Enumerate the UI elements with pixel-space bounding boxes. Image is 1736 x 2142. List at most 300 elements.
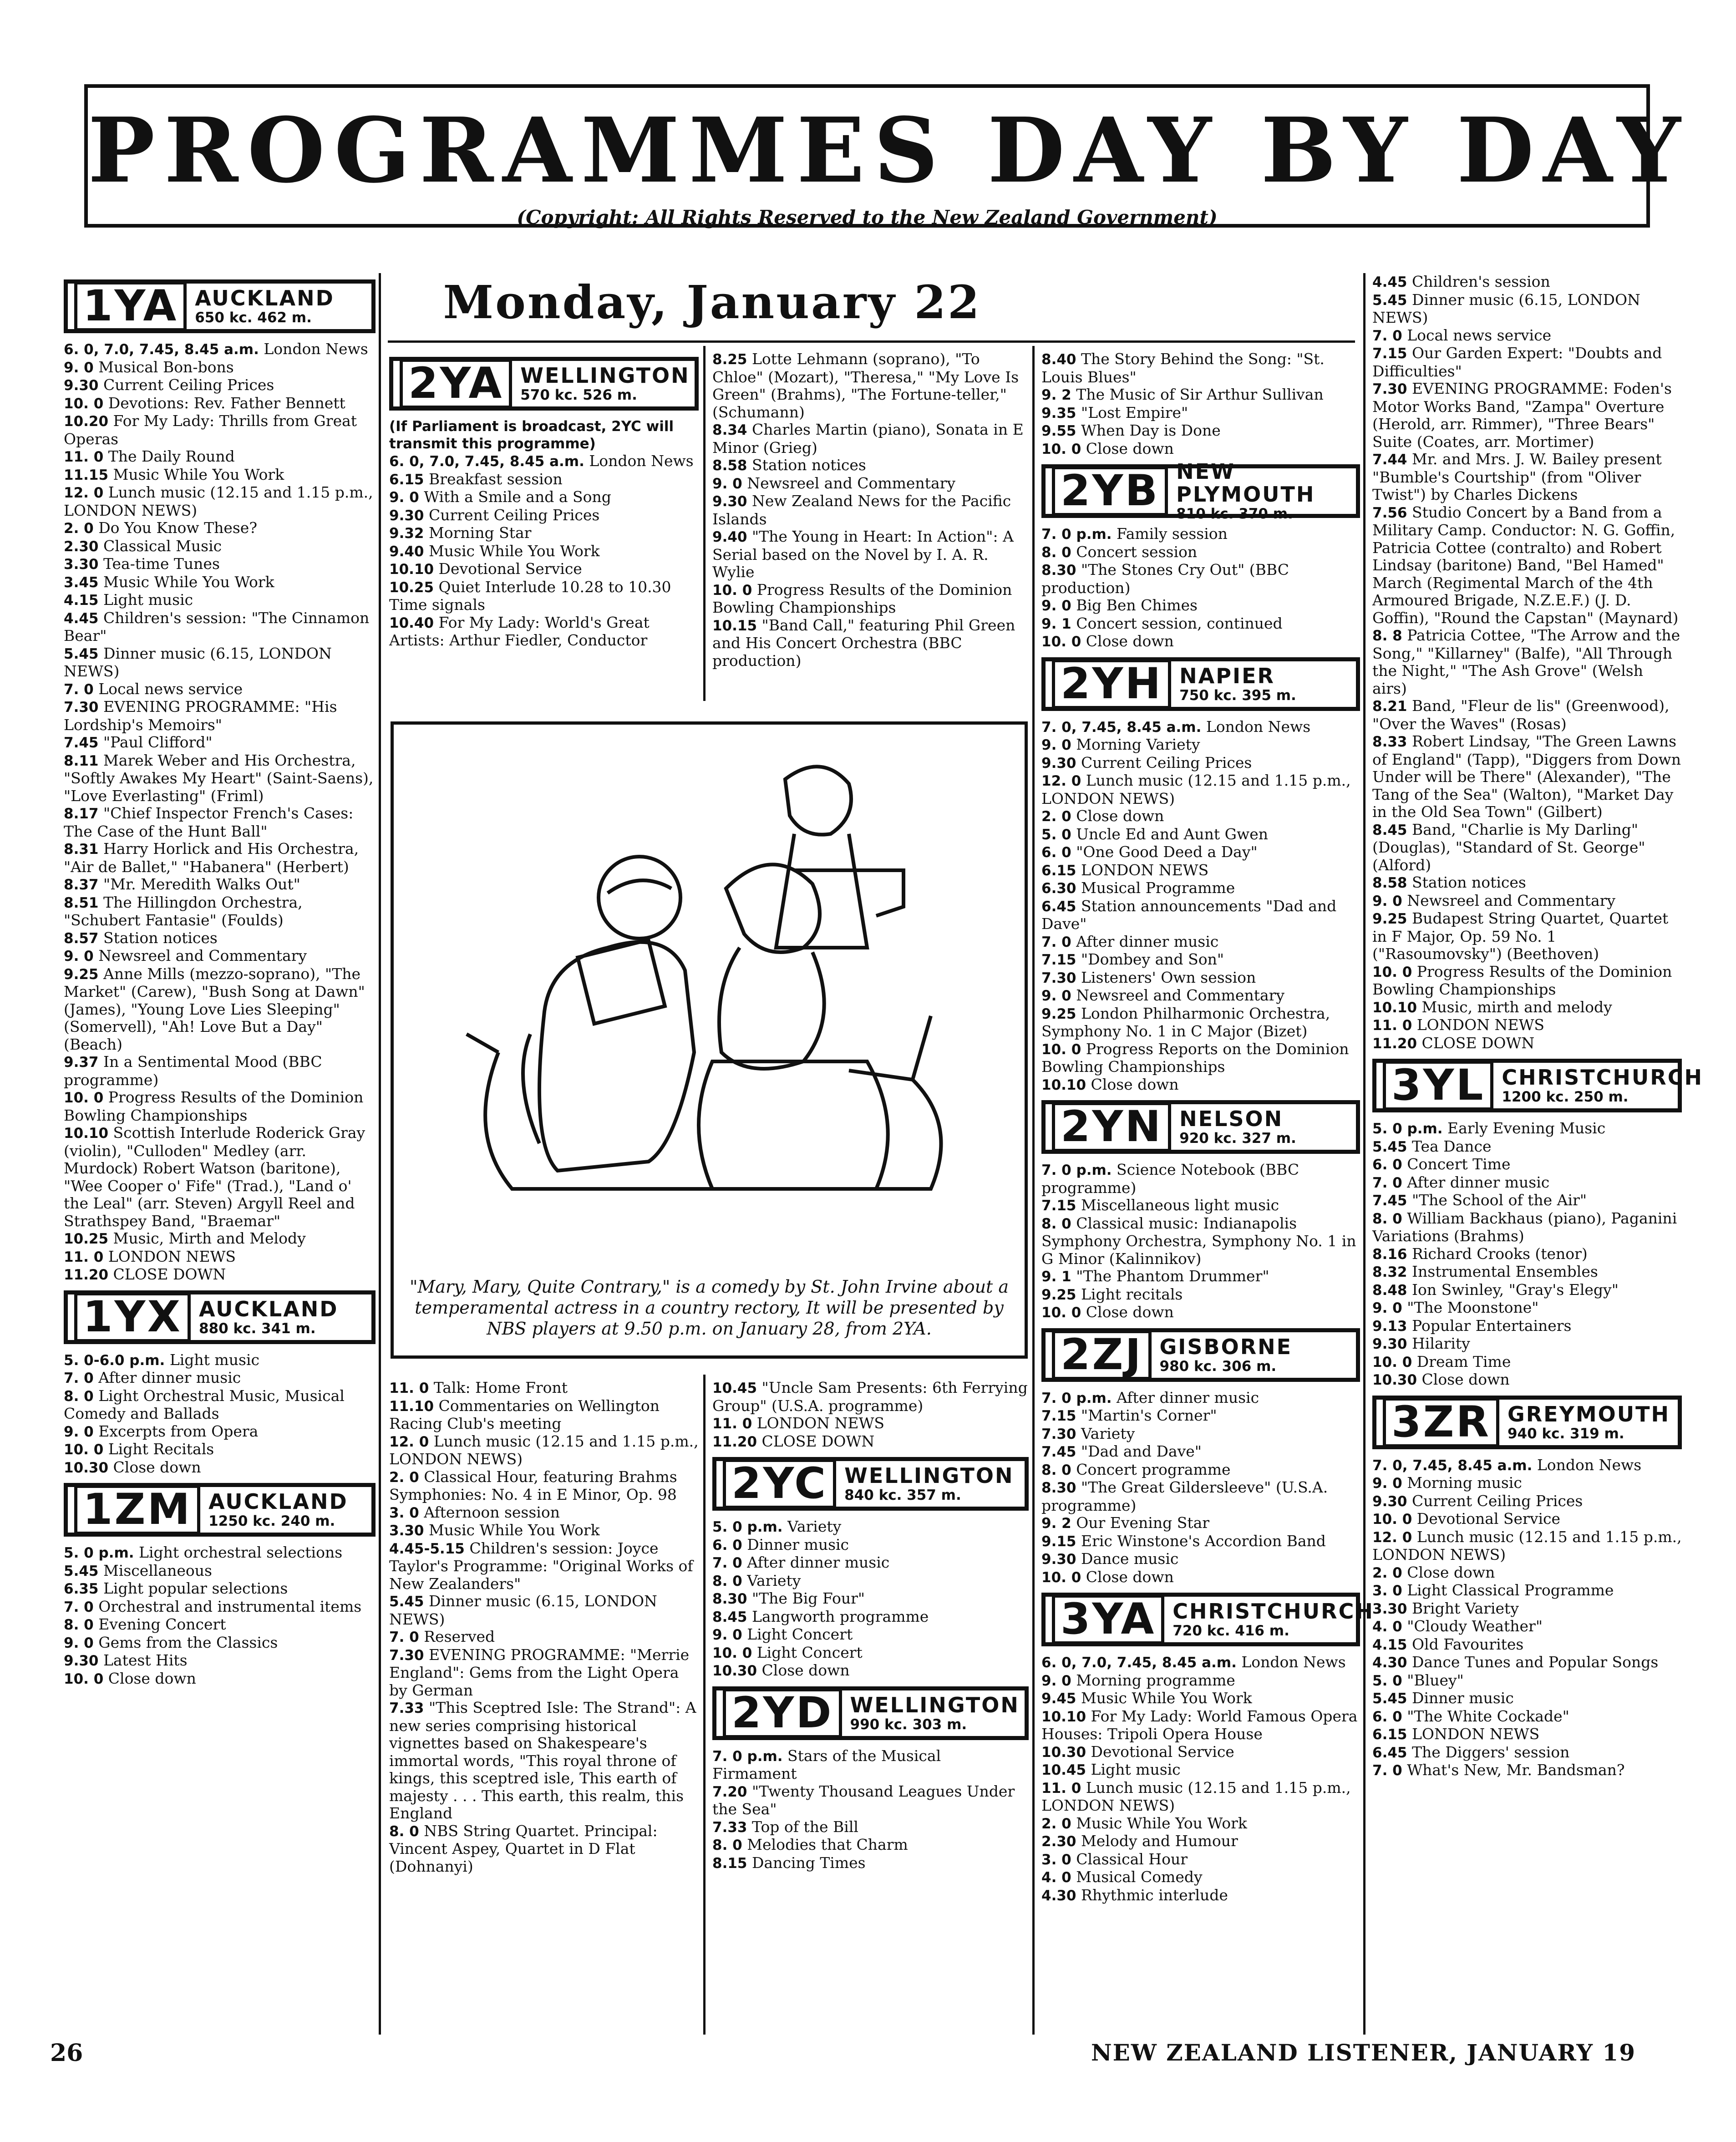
- program-entry: [1041, 1743, 1360, 1761]
- program-entry: [1372, 1317, 1682, 1335]
- program-entry: [1372, 697, 1682, 733]
- program-entry: [64, 1441, 376, 1459]
- program-title: In a Sentimental Mood (BBC programme): [64, 1053, 322, 1089]
- program-time: 6.15: [389, 471, 424, 488]
- illustration-box: [391, 721, 1028, 1359]
- program-time: 3.30: [389, 1523, 424, 1539]
- station-city: AUCKLAND: [208, 1489, 348, 1514]
- program-entry: [64, 965, 376, 1054]
- program-time: 9.13: [1372, 1318, 1407, 1335]
- program-entry: [64, 1053, 376, 1089]
- program-time: 6.15: [1372, 1726, 1407, 1743]
- program-time: 6. 0: [712, 1537, 742, 1553]
- program-time: 7.56: [1372, 504, 1407, 521]
- program-title: London News: [584, 452, 694, 470]
- program-entry: [1372, 892, 1682, 910]
- program-title: Devotional Service: [434, 560, 582, 578]
- station-call-sign: 2ZJ: [1052, 1330, 1152, 1380]
- program-title: Newsreel and Commentary: [1071, 986, 1285, 1004]
- program-entry: [389, 579, 699, 614]
- program-title: Newsreel and Commentary: [93, 947, 307, 964]
- program-time: 10. 0: [64, 1442, 104, 1458]
- program-time: 10. 0: [64, 395, 104, 412]
- program-title: Gems from the Classics: [93, 1633, 278, 1651]
- program-entry: [1041, 1851, 1360, 1869]
- program-title: Band, "Charlie is My Darling" (Douglas), "Standard of St. George" (Alford): [1372, 820, 1645, 874]
- program-time: 10. 0: [1041, 1041, 1081, 1058]
- program-title: The Diggers' session: [1407, 1743, 1570, 1761]
- program-title: "The Big Four": [747, 1589, 865, 1607]
- station-city: GREYMOUTH: [1507, 1401, 1670, 1426]
- program-time: 8.58: [1372, 875, 1407, 891]
- station-frequency: 880 kc. 341 m.: [198, 1320, 316, 1337]
- program-title: For My Lady: World Famous Opera Houses: Tripoli Opera House: [1041, 1707, 1358, 1743]
- station-city: CHRISTCHURCH: [1502, 1065, 1703, 1090]
- program-title: Lunch music (12.15 and 1.15 p.m., LONDON NEWS): [1041, 772, 1351, 807]
- program-title: Newsreel and Commentary: [1402, 891, 1616, 909]
- program-time: 8. 0: [712, 1573, 742, 1589]
- program-entry: [1041, 772, 1360, 807]
- program-title: Rhythmic interlude: [1076, 1886, 1228, 1904]
- program-entry: [712, 1536, 1029, 1554]
- program-entry: [64, 894, 376, 929]
- program-time: 7.30: [1372, 381, 1407, 397]
- station-header-2yh: [1041, 657, 1360, 711]
- program-title: Music, Mirth and Melody: [108, 1229, 306, 1247]
- program-time: 6. 0: [1372, 1708, 1402, 1725]
- program-entry: [64, 805, 376, 840]
- program-entry: [1041, 525, 1360, 543]
- program-title: Close down: [1081, 1568, 1174, 1586]
- program-time: 4.30: [1372, 1655, 1407, 1671]
- program-entry: [1372, 1035, 1682, 1053]
- program-time: 10.40: [389, 614, 434, 631]
- program-time: 9.15: [1041, 1533, 1076, 1550]
- program-time: 9.30: [389, 507, 424, 524]
- program-title: Scottish Interlude Roderick Gray (violin), "Culloden" Medley (arr. Murdock) Robert Watson (baritone), "Wee Cooper o' Fife" (Trad.), "Land o' the Leal" (arr. Steven) Argyll Reel and Strathspey Band, "Braemar": [64, 1124, 365, 1230]
- program-time: 7.20: [712, 1783, 747, 1800]
- station-city: AUCKLAND: [195, 286, 335, 310]
- program-time: 9. 0: [64, 948, 94, 964]
- program-entry: [1372, 1672, 1682, 1690]
- program-title: "The Great Gildersleeve" (U.S.A. programme): [1041, 1478, 1328, 1514]
- program-entry: [389, 524, 699, 543]
- program-entry: [1372, 1299, 1682, 1317]
- program-title: Light music: [98, 591, 193, 609]
- program-title: Close down: [1417, 1370, 1510, 1388]
- program-entry: [1372, 1726, 1682, 1744]
- program-entry: [64, 591, 376, 609]
- program-entry: [1372, 1708, 1682, 1726]
- program-entry: [64, 466, 376, 484]
- program-time: 9. 0: [1041, 988, 1071, 1004]
- program-entry: [389, 614, 699, 650]
- program-entry: [712, 350, 1029, 421]
- program-title: Light music: [165, 1350, 259, 1369]
- program-title: Close down: [757, 1661, 850, 1679]
- program-entry: [1041, 1041, 1360, 1076]
- program-time: 7.15: [1041, 1198, 1076, 1214]
- program-time: 5. 0: [1372, 1672, 1402, 1689]
- program-time: 10. 0: [712, 1645, 752, 1661]
- program-title: "Lost Empire": [1076, 403, 1188, 421]
- program-entry: [64, 1230, 376, 1248]
- program-title: Lunch music (12.15 and 1.15 p.m., LONDON NEWS): [389, 1432, 699, 1468]
- program-entry: [1372, 1016, 1682, 1035]
- program-list: [712, 1747, 1029, 1873]
- program-entry: [1372, 627, 1682, 697]
- program-time: 9. 0: [64, 1634, 94, 1651]
- program-title: "Chief Inspector French's Cases: The Case of the Hunt Ball": [64, 804, 354, 840]
- program-title: "Uncle Sam Presents: 6th Ferrying Group" (U.S.A. programme): [712, 1379, 1028, 1415]
- program-title: Concert programme: [1071, 1460, 1231, 1478]
- station-city: WELLINGTON: [850, 1692, 1020, 1717]
- program-title: Devotional Service: [1412, 1510, 1561, 1528]
- page-title: PROGRAMMES DAY BY DAY: [88, 98, 1690, 203]
- program-title: Music While You Work: [1076, 1689, 1252, 1707]
- program-entry: [1041, 1779, 1360, 1815]
- program-time: 8.57: [64, 930, 99, 947]
- program-entry: [1372, 273, 1682, 291]
- program-title: "The Phantom Drummer": [1071, 1267, 1269, 1285]
- program-time: 10. 0: [1372, 1354, 1412, 1370]
- station-frequency: 650 kc. 462 m.: [195, 310, 312, 326]
- program-title: Classical Hour, featuring Brahms Symphonies: No. 4 in E Minor, Op. 98: [389, 1467, 677, 1503]
- program-list: [1372, 1457, 1682, 1780]
- program-time: 6. 0: [1041, 844, 1071, 861]
- station-call-sign: 2YB: [1052, 466, 1168, 516]
- program-title: Commentaries on Wellington Racing Club's meeting: [389, 1396, 660, 1432]
- program-entry: [64, 340, 376, 359]
- program-entry: [712, 1818, 1029, 1837]
- program-time: 10.30: [64, 1459, 109, 1476]
- program-entry: [1372, 910, 1682, 963]
- program-title: What's New, Mr. Bandsman?: [1402, 1761, 1625, 1779]
- program-title: Close down: [108, 1458, 201, 1476]
- program-time: 9.30: [64, 377, 99, 394]
- program-time: 10.10: [64, 1125, 109, 1142]
- program-time: 12. 0: [1041, 773, 1081, 789]
- program-title: Progress Results of the Dominion Bowling Championships: [1372, 962, 1672, 998]
- program-entry: [64, 359, 376, 377]
- program-time: 7.45: [1372, 1193, 1407, 1209]
- program-time: 2. 0: [389, 1469, 419, 1486]
- column-rule: [379, 273, 381, 2035]
- program-time: 6.15: [1041, 862, 1076, 879]
- station-header-3ya: [1041, 1593, 1374, 1646]
- program-entry: [389, 1397, 699, 1433]
- program-title: Evening Concert: [93, 1615, 226, 1633]
- station-frequency: 1250 kc. 240 m.: [208, 1513, 335, 1529]
- station-frequency: 720 kc. 416 m.: [1173, 1623, 1289, 1639]
- program-title: Close down: [1081, 632, 1174, 650]
- program-time: 8.45: [1372, 822, 1407, 838]
- program-time: 10.30: [1041, 1744, 1086, 1761]
- program-time: 9. 0: [64, 359, 94, 376]
- station-frequency: 920 kc. 327 m.: [1179, 1130, 1296, 1147]
- program-time: 11. 0: [389, 1380, 429, 1396]
- program-entry: [64, 1459, 376, 1477]
- column-2-top: [389, 350, 699, 706]
- program-time: 8.30: [712, 1591, 747, 1607]
- station-call-sign: 2YH: [1052, 659, 1171, 709]
- program-entry: [712, 1518, 1029, 1536]
- program-entry: [1041, 969, 1360, 987]
- program-title: Lunch music (12.15 and 1.15 p.m., LONDON NEWS): [64, 483, 373, 519]
- program-title: "The Stones Cry Out" (BBC production): [1041, 561, 1289, 597]
- program-title: Music While You Work: [424, 542, 600, 560]
- station-city: AUCKLAND: [198, 1296, 339, 1321]
- program-time: 3. 0: [1372, 1583, 1402, 1599]
- program-entry: [1372, 1618, 1682, 1636]
- program-time: 7. 0 p.m.: [712, 1748, 783, 1765]
- program-time: 9.35: [1041, 405, 1076, 421]
- program-title: Band, "Fleur de lis" (Greenwood), "Over the Waves" (Rosas): [1372, 697, 1670, 733]
- program-list: [389, 1379, 699, 1875]
- program-title: Miscellaneous light music: [1076, 1196, 1279, 1214]
- program-entry: [712, 1554, 1029, 1572]
- station-city: NAPIER: [1179, 663, 1275, 688]
- program-title: LONDON NEWS: [103, 1247, 236, 1265]
- program-time: 5.45: [64, 645, 99, 662]
- program-time: 7. 0: [1372, 1762, 1402, 1779]
- program-time: 3.45: [64, 574, 99, 591]
- program-time: 6. 0, 7.0, 7.45, 8.45 a.m.: [389, 453, 584, 470]
- program-entry: [389, 1593, 699, 1628]
- program-time: 3. 0: [389, 1504, 419, 1521]
- program-time: 5.45: [1372, 1138, 1407, 1155]
- day-rule: [388, 340, 1355, 343]
- program-entry: [1372, 1335, 1682, 1353]
- program-time: 7.30: [1041, 969, 1076, 986]
- program-entry: [64, 376, 376, 395]
- program-entry: [1041, 898, 1360, 933]
- program-time: 2.30: [64, 538, 99, 555]
- program-entry: [389, 1646, 699, 1700]
- program-entry: [1041, 440, 1360, 458]
- program-list: [64, 1544, 376, 1688]
- program-list: [64, 340, 376, 1284]
- program-time: 7. 0: [1372, 327, 1402, 344]
- program-title: Music While You Work: [424, 1521, 600, 1539]
- program-time: 10.45: [1041, 1762, 1086, 1778]
- program-entry: [1041, 1215, 1360, 1268]
- program-time: 8.37: [64, 877, 99, 893]
- program-title: Light orchestral selections: [134, 1543, 343, 1561]
- program-entry: [64, 555, 376, 574]
- program-time: 4.45-5.15: [389, 1540, 465, 1557]
- program-title: "The School of the Air": [1407, 1191, 1587, 1209]
- program-list: [1041, 1389, 1360, 1587]
- column-4: [1041, 350, 1374, 2035]
- program-entry: [389, 1628, 699, 1646]
- program-entry: [1372, 1174, 1682, 1192]
- program-entry: [1372, 327, 1682, 345]
- program-time: 7. 0: [64, 1370, 94, 1386]
- program-time: 4.15: [64, 592, 99, 609]
- program-time: 7.44: [1372, 452, 1407, 468]
- program-title: Dance Tunes and Popular Songs: [1407, 1653, 1659, 1671]
- program-title: Family session: [1112, 525, 1228, 543]
- program-time: 8.21: [1372, 698, 1407, 715]
- program-title: Marek Weber and His Orchestra, "Softly Awakes My Heart" (Saint-Saens), "Love Everlasting" (Friml): [64, 751, 374, 805]
- station-city: NELSON: [1179, 1107, 1284, 1131]
- program-time: 12. 0: [64, 485, 104, 501]
- program-title: Dancing Times: [747, 1853, 866, 1872]
- station-frequency: 1200 kc. 250 m.: [1502, 1089, 1629, 1105]
- program-entry: [1041, 1407, 1360, 1425]
- program-title: EVENING PROGRAMME: "His Lordship's Memoirs": [64, 698, 337, 734]
- program-title: NBS String Quartet. Principal: Vincent Aspey, Quartet in D Flat (Dohnanyi): [389, 1822, 658, 1875]
- program-entry: [1372, 1564, 1682, 1582]
- illustration-caption: "Mary, Mary, Quite Contrary," is a comedy by St. John Irvine about a temperamental actress in a country rectory, It will be presented by NBS players at 9.50 p.m. on January 28, from 2YA.: [409, 1277, 1009, 1339]
- program-time: 9.37: [64, 1054, 99, 1071]
- program-time: 5. 0 p.m.: [712, 1519, 783, 1535]
- program-time: 2.30: [1041, 1833, 1076, 1850]
- program-entry: [1041, 754, 1360, 772]
- program-title: Light Concert: [742, 1625, 853, 1643]
- program-title: Lunch music (12.15 and 1.15 p.m., LONDON NEWS): [1372, 1528, 1682, 1563]
- program-list: [1041, 1161, 1360, 1322]
- program-title: Lotte Lehmann (soprano), "To Chloe" (Mozart), "Theresa," "My Love Is Green" (Brahms), "The Fortune-teller," (Schumann): [712, 350, 1019, 421]
- program-entry: [64, 412, 376, 448]
- program-entry: [1041, 987, 1360, 1005]
- program-title: After dinner music: [1071, 932, 1219, 950]
- station-call-sign: 3ZR: [1383, 1397, 1499, 1447]
- program-entry: [1041, 1832, 1360, 1851]
- program-title: Patricia Cottee, "The Arrow and the Song," "Killarney" (Balfe), "All Through the Night," "The Ash Grove" (Welsh airs): [1372, 626, 1680, 697]
- program-title: Morning programme: [1071, 1671, 1235, 1689]
- program-time: 8.15: [712, 1855, 747, 1872]
- column-rule: [703, 346, 706, 701]
- program-entry: [64, 698, 376, 734]
- program-entry: [1041, 1197, 1360, 1215]
- program-title: Light recitals: [1076, 1285, 1183, 1303]
- column-3-top: [712, 350, 1029, 706]
- program-entry: [1041, 1761, 1360, 1779]
- program-time: 10.10: [1372, 999, 1417, 1016]
- program-title: For My Lady: Thrills from Great Operas: [64, 412, 357, 448]
- station-frequency: 810 kc. 370 m.: [1176, 506, 1293, 522]
- program-title: Melodies that Charm: [742, 1836, 908, 1853]
- program-time: 9.30: [1372, 1336, 1407, 1352]
- program-title: Close down: [1081, 1303, 1174, 1321]
- program-entry: [1041, 718, 1360, 736]
- program-entry: [1041, 1268, 1360, 1286]
- program-title: Bright Variety: [1407, 1599, 1519, 1617]
- program-time: 9. 0: [1041, 737, 1071, 753]
- program-title: Music While You Work: [108, 465, 284, 483]
- program-title: London News: [1236, 1653, 1346, 1671]
- program-entry: [1041, 615, 1360, 633]
- program-time: 7. 0: [1041, 934, 1071, 950]
- program-time: 10.45: [712, 1380, 757, 1396]
- program-time: 7.30: [1041, 1426, 1076, 1442]
- program-entry: [1372, 1263, 1682, 1281]
- program-entry: [712, 475, 1029, 493]
- program-time: 6.30: [1041, 880, 1076, 897]
- program-entry: [712, 1433, 1029, 1451]
- program-entry: [1041, 1076, 1360, 1094]
- program-entry: [389, 1540, 699, 1593]
- station-call-sign: 2YN: [1052, 1102, 1171, 1152]
- program-title: Dinner music (6.15, LONDON NEWS): [64, 644, 332, 680]
- program-time: 10.30: [1372, 1372, 1417, 1388]
- station-frequency: 990 kc. 303 m.: [850, 1716, 967, 1733]
- program-entry: [1041, 826, 1360, 844]
- program-entry: [1372, 1192, 1682, 1210]
- station-header-1yx: [64, 1290, 376, 1344]
- program-title: Melody and Humour: [1076, 1832, 1238, 1850]
- program-title: Concert session: [1071, 543, 1198, 561]
- program-title: Devotions: Rev. Father Bennett: [103, 394, 345, 412]
- program-title: Music While You Work: [98, 573, 274, 591]
- program-time: 2. 0: [64, 520, 94, 537]
- program-entry: [389, 452, 699, 471]
- program-entry: [1041, 1514, 1360, 1533]
- program-title: Dinner music: [742, 1535, 849, 1553]
- program-time: 10. 0: [1372, 1511, 1412, 1528]
- program-entry: [712, 1783, 1029, 1818]
- column-5: [1372, 273, 1703, 2035]
- program-title: Old Favourites: [1407, 1635, 1524, 1653]
- program-entry: [64, 484, 376, 519]
- masthead-box: [84, 84, 1690, 228]
- program-title: Variety: [742, 1571, 801, 1589]
- cartoon-illustration: [394, 734, 1025, 1216]
- program-entry: [1041, 1161, 1360, 1197]
- program-title: Lunch music (12.15 and 1.15 p.m., LONDON NEWS): [1041, 1778, 1351, 1814]
- program-time: 10.10: [1041, 1708, 1086, 1725]
- program-title: "The White Cockade": [1402, 1707, 1569, 1725]
- station-header-2yc: [712, 1457, 1029, 1511]
- program-title: Reserved: [419, 1628, 495, 1645]
- program-time: 9.25: [1041, 1005, 1076, 1022]
- station-header-1ya: [64, 279, 376, 333]
- station-city: GISBORNE: [1159, 1334, 1293, 1359]
- program-title: Variety: [1076, 1424, 1135, 1442]
- program-entry: [64, 752, 376, 805]
- program-entry: [64, 1089, 376, 1124]
- program-entry: [1041, 951, 1360, 969]
- program-title: Close down: [1071, 807, 1164, 825]
- program-time: 8. 0: [1041, 544, 1071, 561]
- program-time: 11.20: [712, 1433, 757, 1450]
- program-entry: [1041, 1005, 1360, 1041]
- program-title: "The Moonstone": [1402, 1299, 1539, 1316]
- program-entry: [1041, 862, 1360, 880]
- station-header-2ya: [389, 357, 699, 411]
- program-title: Close down: [1086, 1075, 1179, 1093]
- station-call-sign: 2YD: [723, 1688, 842, 1738]
- program-time: 6.45: [1041, 898, 1076, 915]
- station-city: CHRISTCHURCH: [1173, 1599, 1374, 1624]
- program-time: 9.45: [1041, 1690, 1076, 1707]
- program-entry: [64, 1124, 376, 1230]
- program-time: 8.40: [1041, 351, 1076, 368]
- program-time: 8.16: [1372, 1246, 1407, 1263]
- program-list: [1372, 273, 1682, 1052]
- program-entry: [64, 1387, 376, 1423]
- program-entry: [64, 1423, 376, 1441]
- program-entry: [1041, 1568, 1360, 1587]
- copyright-line: (Copyright: All Rights Reserved to the New Zealand Government): [517, 206, 1218, 228]
- station-call-sign: 1YX: [74, 1292, 191, 1342]
- program-title: Light Classical Programme: [1402, 1581, 1614, 1599]
- program-title: Mr. and Mrs. J. W. Bailey present "Bumble's Courtship" (from "Oliver Twist") by Charles Dickens: [1372, 450, 1662, 503]
- program-entry: [1041, 736, 1360, 754]
- column-2-bottom: [389, 1379, 699, 2035]
